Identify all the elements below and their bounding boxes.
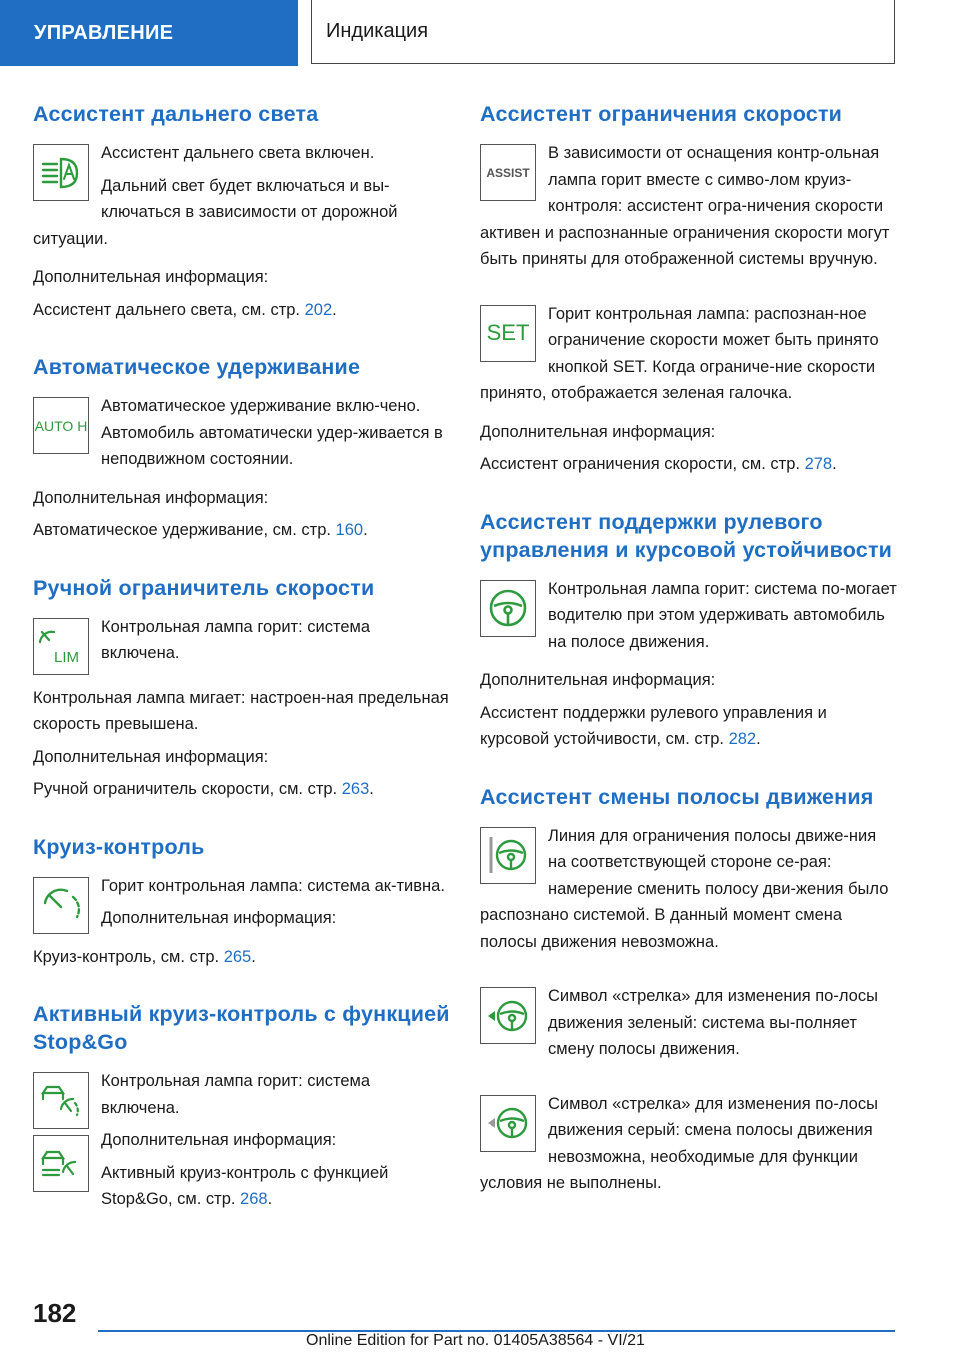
right-column	[480, 100, 898, 1233]
topic-title: Индикация	[311, 0, 895, 64]
text-paragraph: Контрольная лампа горит: система по-могает водителю при этом удерживать автомобиль на полосе движения.	[548, 579, 897, 651]
cross-reference: Ассистент ограничения скорости, см. стр. 278.	[480, 455, 837, 473]
svg-text:LIM: LIM	[54, 649, 80, 666]
section-title: Ассистент поддержки рулевого управления и курсовой устойчивости	[480, 509, 893, 562]
section-lane-change-assist	[480, 783, 898, 1203]
text-paragraph: Горит контрольная лампа: система ак-тивна.	[101, 876, 445, 895]
lane-change-gray-line-icon	[480, 827, 536, 884]
section-title: Круиз-контроль	[33, 834, 205, 859]
text-paragraph: Дополнительная информация:	[33, 268, 269, 286]
left-column	[33, 100, 451, 1249]
cross-reference: Круиз-контроль, см. стр. 265.	[33, 947, 256, 966]
page-link-160[interactable]: 160	[335, 521, 364, 539]
text-paragraph: Контрольная лампа горит: система включена.	[101, 617, 371, 662]
page-link-278[interactable]: 278	[804, 455, 833, 473]
text-paragraph: Линия для ограничения полосы движе-ния на соответствующей стороне се-рая: намерение сменить полосу дви-жения было распознано системой. В данный момент смена полосы движения невозможна.	[480, 826, 889, 951]
page-link-265[interactable]: 265	[223, 947, 252, 966]
text-paragraph: Автоматическое удерживание вклю-чено. Автомобиль автоматически удер-живается в неподвижном состоянии.	[101, 397, 443, 468]
assist-icon: ASSIST	[480, 144, 536, 201]
text-paragraph: В зависимости от оснащения контр-ольная лампа горит вместе с симво-лом круиз-контроля: ассистент огра-ничения скорости активен и распознанные ограничения скорости могут быть приняты для отображенной системы вручную.	[480, 144, 890, 268]
active-cruise-icon	[33, 1072, 89, 1129]
text-paragraph: Контрольная лампа мигает: настроен-ная предельная скорость превышена.	[33, 688, 449, 733]
text-paragraph: Дополнительная информация:	[101, 1131, 337, 1149]
page-link-202[interactable]: 202	[304, 300, 333, 319]
text-paragraph: Символ «стрелка» для изменения по-лосы движения зеленый: система вы-полняет смену полосы движения.	[548, 987, 878, 1058]
section-manual-speed-limiter	[33, 574, 451, 803]
text-paragraph: Дополнительная информация:	[33, 488, 269, 507]
cross-reference: Ручной ограничитель скорости, см. стр. 263.	[33, 780, 374, 798]
high-beam-assist-icon	[33, 144, 89, 201]
text-paragraph: Дополнительная информация:	[101, 909, 337, 927]
text-paragraph: Горит контрольная лампа: распознан-ное ограничение скорости может быть принято кнопкой SET. Когда ограниче-ние скорости принято, отображается зеленая галочка.	[480, 304, 879, 402]
cross-reference: Автоматическое удерживание, см. стр. 160.	[33, 521, 368, 539]
section-title: Активный круиз-контроль с функцией Stop&Go	[33, 1002, 450, 1054]
chapter-tab: УПРАВЛЕНИЕ	[0, 0, 298, 66]
text-paragraph: Контрольная лампа горит: система включена.	[101, 1072, 371, 1117]
text-paragraph: Символ «стрелка» для изменения по-лосы движения серый: смена полосы движения невозможна, необходимые для функции условия не выполнены.	[480, 1094, 878, 1192]
text-paragraph: Ассистент дальнего света включен.	[101, 144, 375, 162]
page-link-268[interactable]: 268	[240, 1190, 268, 1208]
active-cruise-distance-icon	[33, 1135, 89, 1192]
page-link-263[interactable]: 263	[341, 780, 370, 798]
section-active-cruise-control	[33, 1000, 451, 1219]
section-title: Ручной ограничитель скорости	[33, 575, 375, 600]
edition-label: Online Edition for Part no. 01405A38564 - VI/21	[306, 1332, 645, 1349]
section-title: Ассистент ограничения скорости	[480, 102, 843, 126]
section-steering-assist	[480, 508, 898, 753]
text-paragraph: Дополнительная информация:	[480, 671, 716, 689]
cross-reference: Активный круиз-контроль с функцией Stop&Go, см. стр. 268.	[101, 1163, 389, 1208]
section-cruise-control	[33, 833, 451, 971]
cross-reference: Ассистент дальнего света, см. стр. 202.	[33, 300, 337, 319]
set-icon: SET	[480, 305, 536, 362]
speed-limiter-icon	[33, 618, 89, 675]
cross-reference: Ассистент поддержки рулевого управления и курсовой устойчивости, см. стр. 282.	[480, 703, 827, 748]
text-paragraph: Дальний свет будет включаться и вы-ключаться в зависимости от дорожной ситуации.	[33, 176, 398, 248]
text-paragraph: Дополнительная информация:	[33, 747, 269, 766]
lane-change-gray-arrow-icon	[480, 1095, 536, 1152]
section-auto-hold	[33, 353, 451, 544]
steering-wheel-icon	[480, 580, 536, 637]
section-title: Автоматическое удерживание	[33, 355, 361, 379]
section-title: Ассистент смены полосы движения	[480, 784, 874, 809]
text-paragraph: Дополнительная информация:	[480, 422, 716, 441]
section-high-beam-assist	[33, 100, 451, 323]
section-title: Ассистент дальнего света	[33, 102, 319, 126]
lane-change-green-arrow-icon	[480, 987, 536, 1044]
page-link-282[interactable]: 282	[728, 730, 757, 748]
section-speed-limit-assist	[480, 100, 898, 478]
auto-hold-icon: AUTO H	[33, 397, 89, 454]
cruise-control-icon	[33, 877, 89, 934]
page-number: 182	[33, 1298, 77, 1328]
page-header	[0, 0, 960, 66]
